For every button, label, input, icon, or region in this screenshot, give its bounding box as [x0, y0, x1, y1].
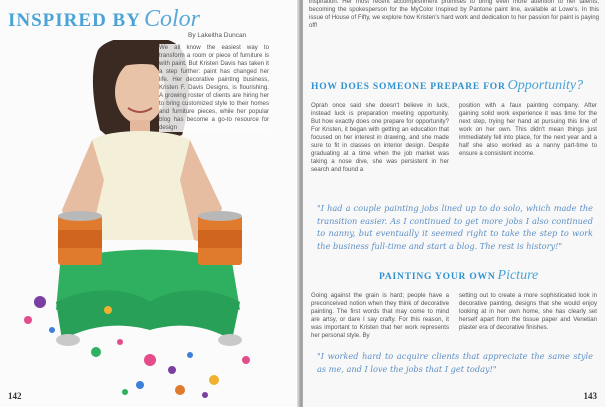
- title-script: Color: [143, 6, 200, 32]
- page-number-left: 142: [8, 391, 22, 401]
- heading-opportunity-caps: HOW DOES SOMEONE PREPARE FOR: [311, 82, 506, 92]
- intro-text: We all know the easiest way to transform a room or piece of furniture is with paint. But Kristen Davis has taken it a step further: paint has changed her life. Her decorative painting business, Kristen F. Davis Designs, is flourishing. A growing roster of clients are hiring her to bring customized style to their homes and furniture pieces, while her popular blog has become a go-to resource for design: [159, 44, 269, 131]
- pull-quote-2: "I worked hard to acquire clients that appreciate the same style as me, and I love the jobs that I get today!": [317, 351, 593, 374]
- section1-column1: Oprah once said she doesn't believe in luck, instead luck is preparation meeting opportunity. But how exactly does one prepare for opportunity? For Kristen, it began with getting an education that focused on her interest in drawing, and she made sure to fit in classes on interior design. Despite graduating at a time when the job market was taking a nose dive, she was persistent in her search and found a: [311, 102, 449, 173]
- section2-column1: Going against the grain is hard; people have a preconceived notion when they think of decorative painting. The first words that may come to mind are artsy, or dare I say crafty. For this reason, it was important to Kristen that her work represents her personal style. By: [311, 292, 449, 339]
- paint-can-right: [198, 211, 242, 265]
- left-page: [0, 0, 300, 407]
- article-title: [8, 6, 200, 33]
- pull-quote-1: "I had a couple painting jobs lined up to do solo, which made the transition easier. As I continued to get more jobs I also continued to nanny, but eventually it seemed right to take the step to work the business full-time and start a blog. The rest is history!": [317, 203, 593, 251]
- heading-picture-caps: PAINTING YOUR OWN: [379, 272, 496, 282]
- section1-column2: position with a faux painting company. After gaining solid work experience it was time for the next step, trying her hand at pursuing this line of work on her own. This didn't mean things just immediately fell into place, for the next year and a half she also worked as a nanny part-time to ensure a consistent income.: [459, 102, 597, 157]
- right-page: [303, 0, 605, 407]
- heading-picture: [379, 268, 538, 284]
- heading-opportunity: [311, 78, 583, 94]
- page-number-right: 143: [583, 391, 597, 401]
- title-caps: INSPIRED BY: [8, 10, 141, 31]
- top-continuation-text: inspiration. Her most recent accomplishment promises to bring even more attention to her talents, becoming the spokesperson for the MyColor Inspired by Pantone paint line, available at Lowe's. In this issue of House of Fifty, we explore how Kristen's hard work and dedication to her passion for paint is paying off!: [309, 0, 599, 29]
- byline: By Lakeitha Duncan: [188, 32, 247, 39]
- heading-picture-script: Picture: [497, 268, 539, 283]
- heading-opportunity-script: Opportunity?: [507, 78, 584, 93]
- section2-column2: setting out to create a more sophisticated look in decorative painting, designs that she would enjoy looking at in her own home, she has clearly set herself apart from the tissue paper and Venetian plaster era of decorative finishes.: [459, 292, 597, 331]
- paint-can-left: [58, 211, 102, 265]
